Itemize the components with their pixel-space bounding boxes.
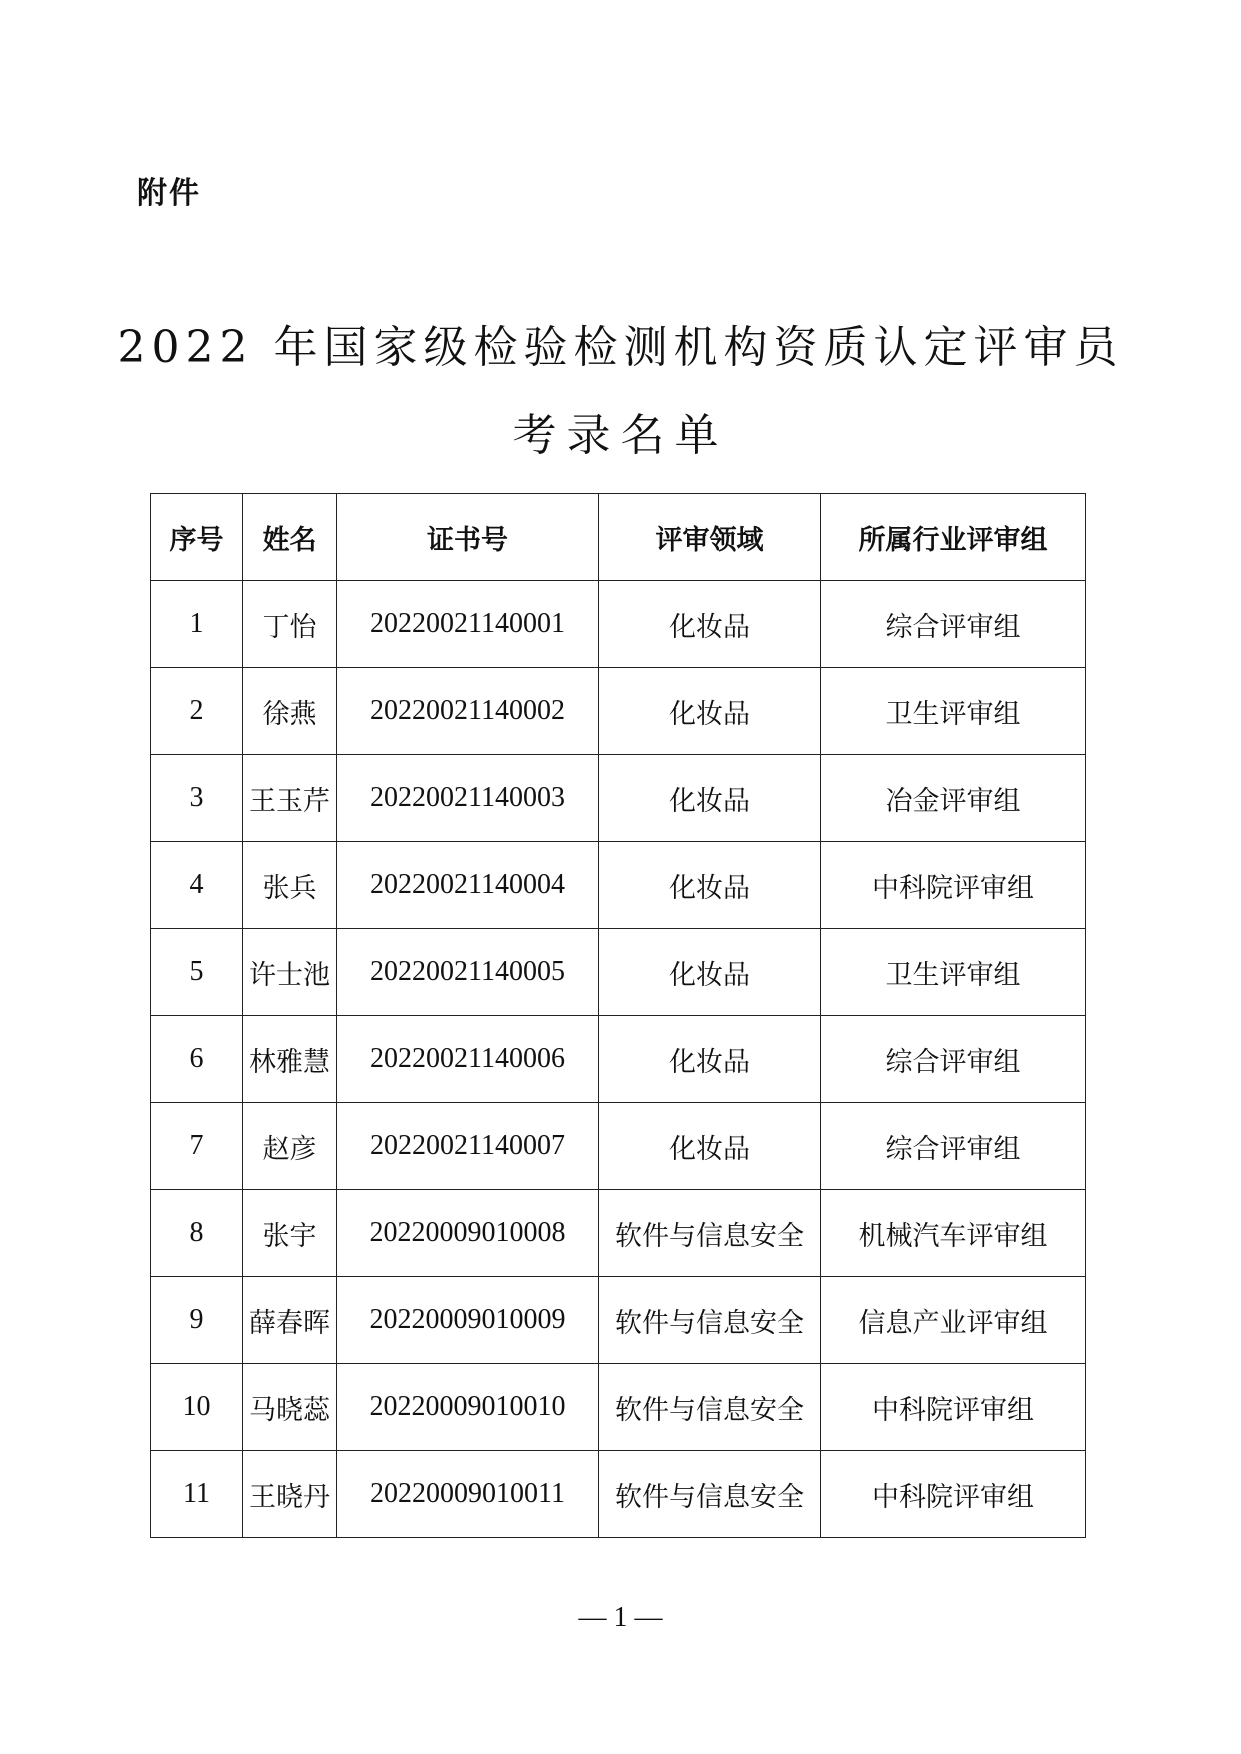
cell-review-group: 综合评审组	[821, 1103, 1086, 1190]
cell-certificate-number: 20220009010010	[337, 1364, 599, 1451]
cell-name: 张宇	[243, 1190, 337, 1277]
table-row	[151, 842, 1086, 929]
cell-review-group: 机械汽车评审组	[821, 1190, 1086, 1277]
table-row	[151, 581, 1086, 668]
cell-name: 林雅慧	[243, 1016, 337, 1103]
cell-name: 丁怡	[243, 581, 337, 668]
table-row	[151, 1016, 1086, 1103]
cell-index: 6	[151, 1016, 243, 1103]
table-row	[151, 929, 1086, 1016]
table-row	[151, 755, 1086, 842]
table-row	[151, 1364, 1086, 1451]
cell-certificate-number: 20220021140004	[337, 842, 599, 929]
cell-index: 11	[151, 1451, 243, 1538]
cell-index: 4	[151, 842, 243, 929]
page-number: — 1 —	[578, 1602, 663, 1633]
cell-certificate-number: 20220021140007	[337, 1103, 599, 1190]
cell-name: 王玉芹	[243, 755, 337, 842]
cell-review-group: 信息产业评审组	[821, 1277, 1086, 1364]
cell-review-field: 化妆品	[599, 1016, 821, 1103]
table-header-row	[151, 494, 1086, 581]
cell-review-field: 软件与信息安全	[599, 1364, 821, 1451]
cell-review-group: 综合评审组	[821, 581, 1086, 668]
cell-review-field: 化妆品	[599, 668, 821, 755]
cell-review-field: 化妆品	[599, 581, 821, 668]
cell-certificate-number: 20220021140002	[337, 668, 599, 755]
cell-certificate-number: 20220021140001	[337, 581, 599, 668]
cell-index: 2	[151, 668, 243, 755]
header-index: 序号	[151, 494, 243, 581]
cell-review-group: 中科院评审组	[821, 842, 1086, 929]
cell-index: 8	[151, 1190, 243, 1277]
table-row	[151, 1103, 1086, 1190]
cell-review-group: 综合评审组	[821, 1016, 1086, 1103]
cell-index: 3	[151, 755, 243, 842]
cell-review-field: 化妆品	[599, 1103, 821, 1190]
cell-review-field: 化妆品	[599, 755, 821, 842]
header-certificate-number: 证书号	[337, 494, 599, 581]
cell-name: 许士池	[243, 929, 337, 1016]
attachment-label: 附件	[137, 176, 201, 211]
cell-review-field: 软件与信息安全	[599, 1451, 821, 1538]
cell-review-group: 中科院评审组	[821, 1364, 1086, 1451]
cell-name: 徐燕	[243, 668, 337, 755]
document-title-line-2: 考录名单	[512, 410, 729, 461]
cell-certificate-number: 20220021140005	[337, 929, 599, 1016]
table-row	[151, 1451, 1086, 1538]
cell-index: 5	[151, 929, 243, 1016]
cell-review-field: 化妆品	[599, 929, 821, 1016]
cell-certificate-number: 20220021140003	[337, 755, 599, 842]
cell-review-group: 卫生评审组	[821, 668, 1086, 755]
cell-certificate-number: 20220009010011	[337, 1451, 599, 1538]
cell-name: 张兵	[243, 842, 337, 929]
cell-name: 马晓蕊	[243, 1364, 337, 1451]
table-row	[151, 1190, 1086, 1277]
header-industry-review-group: 所属行业评审组	[821, 494, 1086, 581]
header-name: 姓名	[243, 494, 337, 581]
table-row	[151, 668, 1086, 755]
cell-certificate-number: 20220021140006	[337, 1016, 599, 1103]
cell-index: 7	[151, 1103, 243, 1190]
cell-review-field: 软件与信息安全	[599, 1190, 821, 1277]
cell-certificate-number: 20220009010009	[337, 1277, 599, 1364]
table-row	[151, 1277, 1086, 1364]
cell-index: 10	[151, 1364, 243, 1451]
cell-name: 薛春晖	[243, 1277, 337, 1364]
examiner-roster-table	[150, 493, 1086, 1538]
document-title-line-1: 2022 年国家级检验检测机构资质认定评审员	[117, 322, 1124, 373]
cell-name: 赵彦	[243, 1103, 337, 1190]
cell-review-field: 化妆品	[599, 842, 821, 929]
header-review-field: 评审领域	[599, 494, 821, 581]
cell-certificate-number: 20220009010008	[337, 1190, 599, 1277]
cell-name: 王晓丹	[243, 1451, 337, 1538]
cell-review-group: 中科院评审组	[821, 1451, 1086, 1538]
cell-index: 9	[151, 1277, 243, 1364]
cell-review-field: 软件与信息安全	[599, 1277, 821, 1364]
cell-review-group: 冶金评审组	[821, 755, 1086, 842]
cell-review-group: 卫生评审组	[821, 929, 1086, 1016]
cell-index: 1	[151, 581, 243, 668]
